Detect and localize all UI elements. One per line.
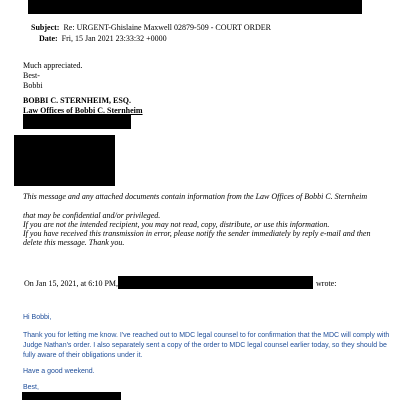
redaction-quoted-signature: [22, 392, 121, 400]
signature-name: BOBBI C. STERNHEIM, ESQ.: [23, 96, 132, 105]
subject-value: Re: URGENT-Ghislaine Maxwell 02879-509 - COURT ORDER: [63, 23, 271, 32]
quoted-para-line-3: fully aware of their obligations under it.: [23, 352, 143, 359]
redaction-top-bar: [28, 0, 362, 14]
subject-label: Subject:: [31, 23, 60, 32]
quote-attribution-wrote: wrote:: [316, 279, 337, 288]
signature-firm: Law Offices of Bobbi C. Sternheim: [23, 106, 143, 115]
reply-line-2: Best-: [23, 71, 40, 80]
redaction-quote-sender: [118, 276, 313, 289]
disclaimer-line-4: If you have received this transmission in error, please notify the sender immediately by reply e-mail and then: [23, 229, 371, 238]
date-label: Date:: [39, 34, 58, 43]
redaction-signature-line: [23, 115, 131, 129]
disclaimer-line-2: that may be confidential and/or privileged.: [23, 211, 161, 220]
quoted-weekend: Have a good weekend.: [23, 368, 95, 375]
redaction-signature-block: [14, 135, 115, 186]
quote-attribution-prefix: On Jan 15, 2021, at 6:10 PM,: [24, 279, 118, 288]
disclaimer-line-1: This message and any attached documents contain information from the Law Offices of Bobbi C. Sternheim: [23, 192, 368, 201]
quoted-para-line-2: Judge Nathan's order. I also separately sent a copy of the order to MDC legal counsel earlier today, so they should be: [23, 342, 387, 349]
quoted-greeting: Hi Bobbi,: [23, 314, 52, 321]
date-row: [39, 28, 167, 46]
reply-line-1: Much appreciated.: [23, 61, 83, 70]
disclaimer-line-3: If you are not the intended recipient, you may not read, copy, distribute, or use this information.: [23, 220, 330, 229]
disclaimer-line-5: delete this message. Thank you.: [23, 238, 125, 247]
quoted-closing: Best,: [23, 384, 39, 391]
date-value: Fri, 15 Jan 2021 23:33:32 +0000: [61, 34, 167, 43]
quoted-para-line-1: Thank you for letting me know. I've reached out to MDC legal counsel to for confirmation that the MDC will comply with: [23, 332, 390, 339]
reply-line-3: Bobbi: [23, 81, 43, 90]
